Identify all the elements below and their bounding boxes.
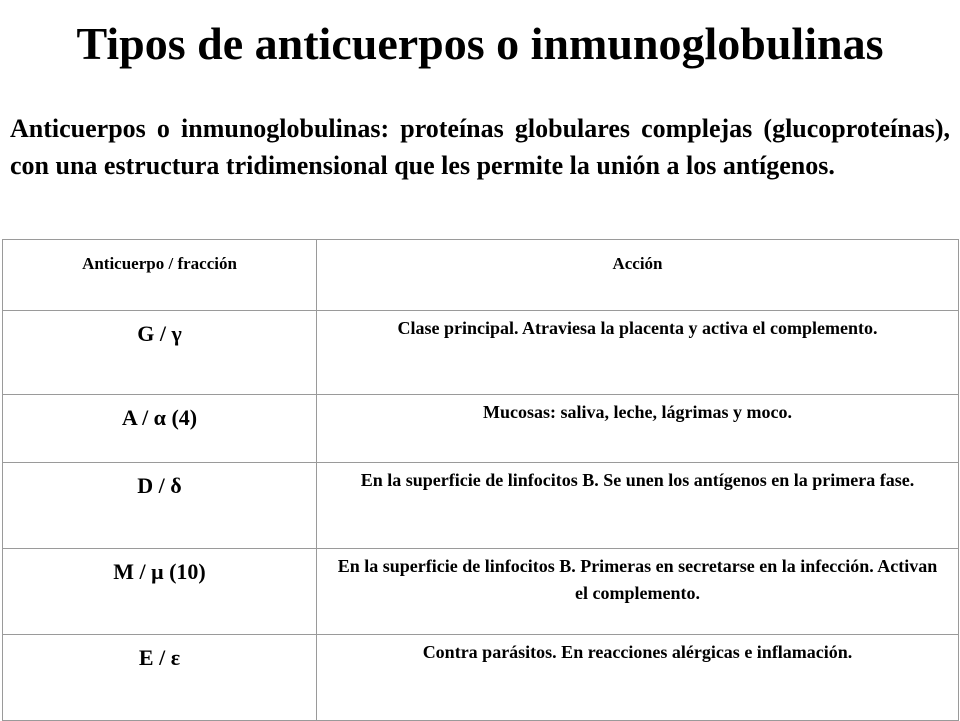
antibody-action: Mucosas: saliva, leche, lágrimas y moco. <box>317 395 959 463</box>
table-row <box>3 635 959 721</box>
antibody-name: M / μ (10) <box>3 549 317 635</box>
antibody-action: En la superficie de linfocitos B. Se unen los antígenos en la primera fase. <box>317 463 959 549</box>
antibody-name: G / γ <box>3 311 317 395</box>
antibody-action: En la superficie de linfocitos B. Primeras en secretarse en la infección. Activan el complemento. <box>317 549 959 635</box>
header-antibody: Anticuerpo / fracción <box>3 240 317 311</box>
antibody-name: D / δ <box>3 463 317 549</box>
antibody-name: E / ε <box>3 635 317 721</box>
table-header-row <box>3 240 959 311</box>
antibody-action: Clase principal. Atraviesa la placenta y activa el complemento. <box>317 311 959 395</box>
antibody-action: Contra parásitos. En reacciones alérgicas e inflamación. <box>317 635 959 721</box>
table-row <box>3 395 959 463</box>
table-row <box>3 463 959 549</box>
antibody-table <box>2 239 959 721</box>
table-row <box>3 549 959 635</box>
table-row <box>3 311 959 395</box>
page-title: Tipos de anticuerpos o inmunoglobulinas <box>76 18 884 69</box>
antibody-name: A / α (4) <box>3 395 317 463</box>
header-action: Acción <box>317 240 959 311</box>
intro-paragraph: Anticuerpos o inmunoglobulinas: proteínas globulares complejas (glucoproteínas), con una estructura tridimensional que les permite la unión a los antígenos. <box>10 114 950 180</box>
